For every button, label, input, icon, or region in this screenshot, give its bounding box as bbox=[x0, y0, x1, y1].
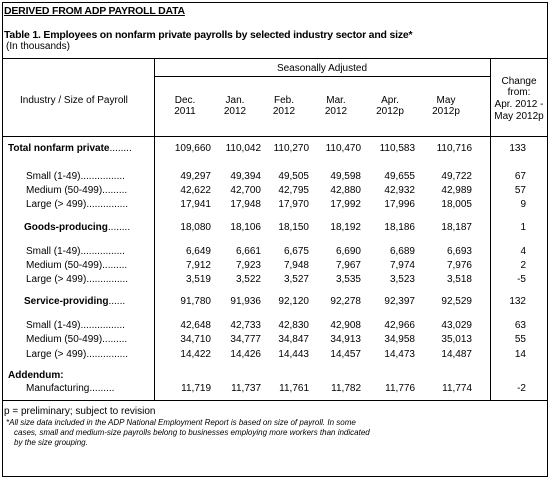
row-label bbox=[26, 260, 127, 271]
column-header-l2: 2012p bbox=[376, 106, 404, 117]
change-cell: 4 bbox=[520, 246, 526, 257]
row-leader-dots: ......... bbox=[89, 383, 115, 394]
value-cell: 42,880 bbox=[330, 185, 361, 196]
column-header-l2: 2012 bbox=[272, 106, 296, 117]
value-cell: 6,661 bbox=[235, 246, 261, 257]
seasonal-header: Seasonally Adjusted bbox=[276, 63, 368, 74]
value-cell: 3,527 bbox=[283, 274, 309, 285]
column-header-l2: 2011 bbox=[174, 106, 196, 117]
row-label bbox=[26, 320, 125, 331]
row-label-text: Addendum: bbox=[8, 370, 64, 381]
row-label bbox=[26, 246, 125, 257]
value-cell: 3,523 bbox=[389, 274, 415, 285]
column-header-l2: 2012 bbox=[223, 106, 247, 117]
value-cell: 17,970 bbox=[278, 199, 309, 210]
value-cell: 14,487 bbox=[441, 349, 472, 360]
value-cell: 14,443 bbox=[278, 349, 309, 360]
row-leader-dots: ........ bbox=[107, 222, 131, 233]
value-cell: 17,948 bbox=[230, 199, 261, 210]
value-cell: 42,932 bbox=[384, 185, 415, 196]
row-label-text: Large (> 499) bbox=[26, 349, 87, 360]
value-cell: 42,648 bbox=[180, 320, 211, 331]
value-cell: 34,913 bbox=[330, 334, 361, 345]
value-cell: 109,660 bbox=[174, 143, 211, 154]
value-cell: 49,722 bbox=[441, 171, 472, 182]
column-header-l1: Apr. bbox=[381, 95, 399, 106]
row-label bbox=[8, 370, 64, 381]
value-cell: 14,422 bbox=[180, 349, 211, 360]
value-cell: 3,522 bbox=[235, 274, 261, 285]
value-cell: 17,996 bbox=[384, 199, 415, 210]
value-cell: 7,976 bbox=[446, 260, 472, 271]
change-cell: 2 bbox=[520, 260, 526, 271]
value-cell: 11,737 bbox=[231, 383, 261, 394]
change-cell: 63 bbox=[514, 320, 526, 331]
value-cell: 6,675 bbox=[283, 246, 309, 257]
change-cell: 1 bbox=[520, 222, 526, 233]
value-cell: 34,847 bbox=[278, 334, 309, 345]
note-size-data-cont2: by the size grouping. bbox=[14, 438, 88, 447]
row-label bbox=[26, 334, 127, 345]
value-cell: 42,830 bbox=[278, 320, 309, 331]
value-cell: 49,598 bbox=[330, 171, 361, 182]
row-label bbox=[24, 222, 130, 233]
value-cell: 110,470 bbox=[325, 143, 361, 154]
row-label bbox=[26, 349, 128, 360]
column-header-l1: May bbox=[436, 95, 456, 106]
value-cell: 43,029 bbox=[441, 320, 472, 331]
value-cell: 3,535 bbox=[335, 274, 361, 285]
row-label-text: Medium (50-499) bbox=[26, 185, 103, 196]
value-cell: 92,529 bbox=[441, 296, 472, 307]
change-cell: 133 bbox=[509, 143, 526, 154]
row-leader-dots: ...... bbox=[108, 296, 126, 307]
value-cell: 14,457 bbox=[330, 349, 361, 360]
column-header-l2: 2012p bbox=[432, 106, 460, 117]
value-cell: 49,394 bbox=[230, 171, 261, 182]
value-cell: 34,777 bbox=[230, 334, 261, 345]
value-cell: 18,106 bbox=[230, 222, 261, 233]
row-label bbox=[8, 143, 132, 154]
value-cell: 7,948 bbox=[283, 260, 309, 271]
value-cell: 42,989 bbox=[441, 185, 472, 196]
change-cell: 67 bbox=[514, 171, 526, 182]
value-cell: 18,187 bbox=[441, 222, 472, 233]
value-cell: 11,719 bbox=[181, 383, 211, 394]
row-leader-dots: ........ bbox=[109, 143, 132, 154]
row-leader-dots: ............... bbox=[86, 349, 129, 360]
value-cell: 35,013 bbox=[441, 334, 472, 345]
row-label-text: Medium (50-499) bbox=[26, 260, 103, 271]
value-cell: 6,693 bbox=[446, 246, 472, 257]
value-cell: 17,992 bbox=[330, 199, 361, 210]
value-cell: 11,776 bbox=[385, 383, 415, 394]
column-header-l1: Dec. bbox=[174, 95, 196, 106]
value-cell: 18,005 bbox=[441, 199, 472, 210]
value-cell: 11,774 bbox=[442, 383, 472, 394]
row-label-text: Manufacturing bbox=[26, 383, 90, 394]
column-header-l1: Jan. bbox=[225, 95, 245, 106]
column-divider bbox=[154, 59, 155, 400]
value-cell: 6,690 bbox=[335, 246, 361, 257]
row-label bbox=[26, 171, 125, 182]
row-label-text: Goods-producing bbox=[24, 222, 108, 233]
value-cell: 42,622 bbox=[180, 185, 211, 196]
value-cell: 42,700 bbox=[230, 185, 261, 196]
change-header-1: Change bbox=[501, 76, 537, 87]
value-cell: 18,186 bbox=[384, 222, 415, 233]
value-cell: 92,120 bbox=[278, 296, 309, 307]
column-header-l1: Mar. bbox=[326, 95, 346, 106]
value-cell: 49,505 bbox=[278, 171, 309, 182]
industry-column-header: Industry / Size of Payroll bbox=[20, 95, 128, 106]
table-notes bbox=[4, 406, 544, 448]
change-header-2: from: bbox=[507, 87, 531, 98]
row-label-text: Large (> 499) bbox=[26, 199, 87, 210]
row-leader-dots: ................ bbox=[80, 246, 125, 257]
report-header: DERIVED FROM ADP PAYROLL DATA bbox=[4, 5, 185, 17]
value-cell: 14,473 bbox=[384, 349, 415, 360]
column-header-l1: Feb. bbox=[273, 95, 294, 106]
value-cell: 7,923 bbox=[235, 260, 261, 271]
change-cell: 14 bbox=[514, 349, 526, 360]
value-cell: 92,397 bbox=[384, 296, 415, 307]
change-cell: 55 bbox=[514, 334, 526, 345]
value-cell: 49,297 bbox=[180, 171, 211, 182]
seasonal-underline bbox=[154, 76, 490, 77]
row-leader-dots: ............... bbox=[86, 199, 129, 210]
value-cell: 42,908 bbox=[330, 320, 361, 331]
change-header-3: Apr. 2012 - bbox=[494, 99, 544, 110]
row-label-text: Large (> 499) bbox=[26, 274, 87, 285]
table-title: Table 1. Employees on nonfarm private payrolls by selected industry sector and size* bbox=[4, 29, 413, 41]
value-cell: 18,192 bbox=[330, 222, 361, 233]
value-cell: 34,710 bbox=[180, 334, 211, 345]
value-cell: 14,426 bbox=[230, 349, 261, 360]
value-cell: 42,795 bbox=[278, 185, 309, 196]
value-cell: 92,278 bbox=[330, 296, 361, 307]
row-leader-dots: ......... bbox=[102, 260, 128, 271]
value-cell: 11,782 bbox=[331, 383, 361, 394]
row-leader-dots: ......... bbox=[102, 185, 128, 196]
value-cell: 3,518 bbox=[446, 274, 472, 285]
value-cell: 110,716 bbox=[436, 143, 472, 154]
value-cell: 6,689 bbox=[389, 246, 415, 257]
row-label-text: Medium (50-499) bbox=[26, 334, 103, 345]
row-label bbox=[26, 383, 114, 394]
change-cell: -2 bbox=[517, 383, 526, 394]
row-leader-dots: ............... bbox=[86, 274, 129, 285]
row-label bbox=[26, 185, 127, 196]
row-label-text: Small (1-49) bbox=[26, 246, 81, 257]
value-cell: 42,966 bbox=[384, 320, 415, 331]
header-divider bbox=[2, 136, 548, 137]
row-leader-dots: ................ bbox=[80, 171, 125, 182]
table-subtitle: (In thousands) bbox=[6, 41, 70, 52]
value-cell: 17,941 bbox=[180, 199, 211, 210]
value-cell: 18,080 bbox=[180, 222, 211, 233]
value-cell: 49,655 bbox=[384, 171, 415, 182]
value-cell: 7,912 bbox=[185, 260, 211, 271]
row-label-text: Total nonfarm private bbox=[8, 143, 110, 154]
note-size-data-cont: cases, small and medium-size payrolls belong to businesses employing more workers than indicated bbox=[14, 428, 370, 437]
row-label-text: Small (1-49) bbox=[26, 171, 81, 182]
value-cell: 42,733 bbox=[230, 320, 261, 331]
value-cell: 110,270 bbox=[273, 143, 309, 154]
change-cell: 9 bbox=[520, 199, 526, 210]
row-label-text: Service-providing bbox=[24, 296, 109, 307]
value-cell: 6,649 bbox=[185, 246, 211, 257]
value-cell: 91,936 bbox=[230, 296, 261, 307]
value-cell: 18,150 bbox=[278, 222, 309, 233]
change-cell: -5 bbox=[517, 274, 526, 285]
change-header-4: May 2012p bbox=[494, 111, 544, 122]
row-label-text: Small (1-49) bbox=[26, 320, 81, 331]
value-cell: 3,519 bbox=[185, 274, 211, 285]
row-label bbox=[26, 199, 128, 210]
payroll-table bbox=[2, 58, 548, 401]
column-header-l2: 2012 bbox=[324, 106, 348, 117]
change-cell: 132 bbox=[509, 296, 526, 307]
value-cell: 11,761 bbox=[279, 383, 309, 394]
value-cell: 110,042 bbox=[225, 143, 261, 154]
row-label bbox=[26, 274, 128, 285]
row-label bbox=[24, 296, 125, 307]
note-preliminary: p = preliminary; subject to revision bbox=[4, 406, 156, 417]
value-cell: 7,967 bbox=[335, 260, 361, 271]
note-size-data: *All size data included in the ADP National Employment Report is based on size of payroll. In some bbox=[6, 418, 356, 427]
value-cell: 110,583 bbox=[379, 143, 415, 154]
value-cell: 34,958 bbox=[384, 334, 415, 345]
value-cell: 91,780 bbox=[180, 296, 211, 307]
row-leader-dots: ................ bbox=[80, 320, 125, 331]
change-cell: 57 bbox=[514, 185, 526, 196]
value-cell: 7,974 bbox=[389, 260, 415, 271]
row-leader-dots: ......... bbox=[102, 334, 128, 345]
